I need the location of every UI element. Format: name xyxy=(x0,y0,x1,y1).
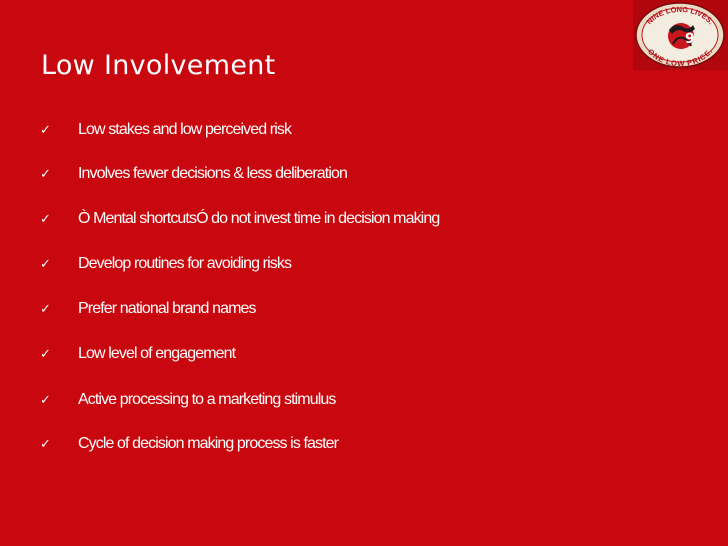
bullet-text: Active processing to a marketing stimulus xyxy=(78,391,336,408)
bullet-text: Develop routines for avoiding risks xyxy=(78,255,292,272)
logo-bottom-text: ONE LOW PRICE. xyxy=(646,47,715,69)
bullet-item xyxy=(40,432,338,456)
checkmark-icon: ✓ xyxy=(40,301,51,317)
bullet-text: Prefer national brand names xyxy=(78,300,256,317)
checkmark-icon: ✓ xyxy=(40,122,51,138)
checkmark-icon: ✓ xyxy=(40,166,51,182)
bullet-item xyxy=(40,207,439,231)
bullet-item xyxy=(40,297,256,321)
checkmark-icon: ✓ xyxy=(40,256,51,272)
logo-center-mark: 9 xyxy=(685,31,695,47)
bullet-item xyxy=(40,252,291,276)
checkmark-icon: ✓ xyxy=(40,211,51,227)
checkmark-icon: ✓ xyxy=(40,392,51,408)
bullet-text: Low stakes and low perceived risk xyxy=(78,121,292,138)
checkmark-icon: ✓ xyxy=(40,346,51,362)
bullet-text: Ò Mental shortcutsÓ do not invest time in decision making xyxy=(78,210,440,227)
bullet-text: Cycle of decision making process is faster xyxy=(78,435,339,452)
bullet-item xyxy=(40,342,235,366)
bullet-text: Involves fewer decisions & less deliberation xyxy=(78,165,348,182)
bullet-item xyxy=(40,388,335,412)
checkmark-icon: ✓ xyxy=(40,436,51,452)
logo-top-text: NINE LONG LIVES. xyxy=(644,4,716,27)
bullet-text: Low level of engagement xyxy=(78,345,236,362)
bullet-item xyxy=(40,118,291,142)
slide-title: Low Involvement xyxy=(41,50,276,81)
bullet-item xyxy=(40,162,347,186)
